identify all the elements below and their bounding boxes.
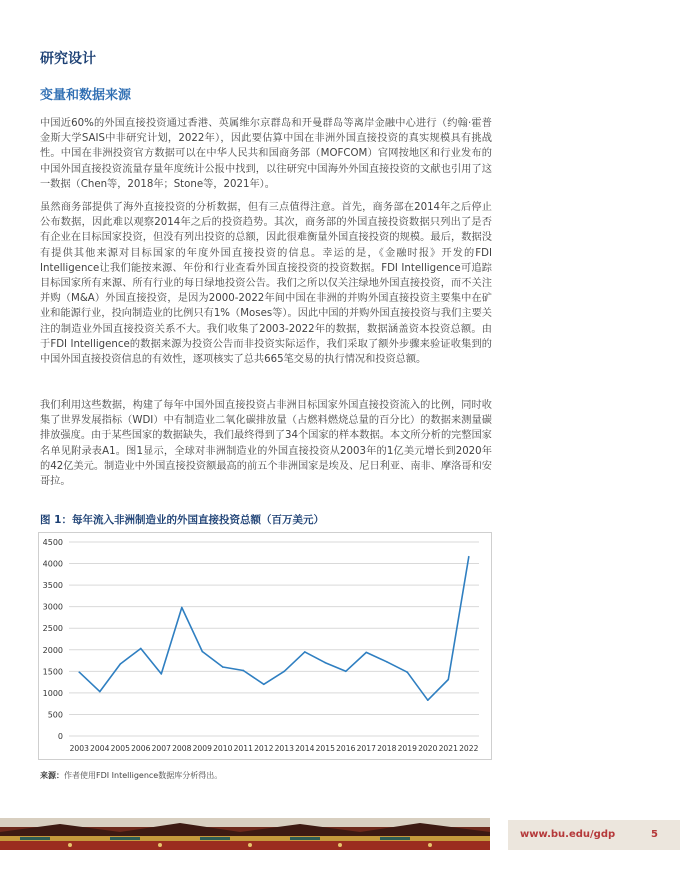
- x-tick-label: 2015: [315, 744, 335, 753]
- data-point: [345, 671, 347, 673]
- figure-source: [40, 770, 222, 781]
- x-tick-label: 2018: [377, 744, 397, 753]
- x-tick-label: 2007: [151, 744, 171, 753]
- data-point: [181, 607, 183, 609]
- data-point: [447, 679, 449, 681]
- paragraph-1: 中国近60%的外国直接投资通过香港、英属维尔京群岛和开曼群岛等离岸金融中心进行（约翰·霍普金斯大学SAIS中非研究计划，2022年），因此要估算中国在非洲外国直接投资的真实规模具有挑战性。中国在非洲投资官方数据可以在中华人民共和国商务部（MOFCOM）官网按地区和行业发布的中国外国直接投资流量存量年度统计公报中找到，以往研究中国海外外国直接投资的文献也引用了这一数据（Chen等，2018年；Stone等，2021年）。: [40, 118, 492, 190]
- x-tick-label: 2013: [274, 744, 294, 753]
- data-point: [160, 673, 162, 675]
- y-tick-label: 3000: [42, 602, 63, 612]
- y-tick-label: 4000: [42, 559, 63, 569]
- footer-url-link[interactable]: www.bu.edu/gdp: [520, 829, 616, 840]
- y-tick-label: 500: [47, 710, 63, 720]
- paragraph-2: 虽然商务部提供了海外直接投资的分析数据，但有三点值得注意。首先，商务部在2014年之后停止公布数据，因此难以观察2014年之后的投资趋势。其次，商务部的外国直接投资数据只列出了是否有企业在目标国家投资，但没有列出投资的总额，因此很难衡量外国直接投资的规模。最后，数据没有提供其他来源对目标国家的年度外国直接投资的信息。幸运的是，《金融时报》开发的FDI Intelligence让我们能按来源、年份和行业查看外国直接投资的投资数据。FDI Intelligence可追踪目标国家所有来源、所有行业的每日绿地投资公告。我们之所以仅关注绿地外国直接投资，而不关注并购（M&A）外国直接投资，是因为2000-2022年间中国在非洲的并购外国直接投资主要集中在矿业和能源行业，投向制造业的比例只有1%（Moses等）。因此中国的并购外国直接投资与我们主要关注的制造业外国直接投资关系不大。我们收集了2003-2022年的数据，数据涵盖资本投资总额。由于FDI Intelligence的数据来源为投资公告而非投资实际运作，我们采取了额外步骤来验证收集到的中国外国直接投资信息的有效性，逐项核实了总共665笔交易的执行情况和投资总额。: [40, 202, 492, 366]
- x-tick-label: 2014: [295, 744, 315, 753]
- temple-banner-graphic: [0, 818, 490, 850]
- section-title: 研究设计: [40, 51, 96, 67]
- x-tick-label: 2021: [438, 744, 458, 753]
- data-point: [242, 670, 244, 672]
- y-tick-label: 1000: [42, 688, 63, 698]
- y-tick-label: 2000: [42, 645, 63, 655]
- paragraph-3: 我们利用这些数据，构建了每年中国外国直接投资占非洲目标国家外国直接投资流入的比例，同时收集了世界发展指标（WDI）中有制造业二氧化碳排放量（占燃料燃烧总量的百分比）的数据来测量碳排放强度。由于某些国家的数据缺失，我们最终得到了34个国家的样本数据。本文所分析的完整国家名单见附录表A1。图1显示，全球对非洲制造业的外国直接投资从2003年的1亿美元增长到2020年的42亿美元。制造业中外国直接投资额最高的前五个非洲国家是埃及、尼日利亚、南非、摩洛哥和安哥拉。: [40, 400, 492, 488]
- data-point: [365, 652, 367, 654]
- data-point: [468, 556, 470, 558]
- data-point: [201, 651, 203, 653]
- x-tick-label: 2016: [336, 744, 356, 753]
- x-tick-label: 2004: [90, 744, 110, 753]
- x-tick-label: 2017: [356, 744, 376, 753]
- y-tick-label: 0: [57, 732, 63, 741]
- x-tick-label: 2010: [213, 744, 233, 753]
- data-point: [140, 648, 142, 650]
- y-tick-label: 3500: [42, 581, 63, 591]
- page-number: 5: [651, 829, 658, 840]
- x-tick-label: 2011: [233, 744, 253, 753]
- footer-temple-banner-image: [0, 818, 490, 850]
- y-tick-label: 4500: [42, 538, 63, 547]
- data-point: [99, 691, 101, 693]
- x-tick-label: 2003: [69, 744, 89, 753]
- data-point: [427, 699, 429, 701]
- data-point: [119, 663, 121, 665]
- x-tick-label: 2008: [172, 744, 192, 753]
- footer-panel: [508, 820, 680, 850]
- x-tick-label: 2019: [397, 744, 417, 753]
- chart-svg: [39, 533, 491, 759]
- y-tick-label: 1500: [42, 667, 63, 677]
- data-point: [406, 671, 408, 673]
- source-text: 作者使用FDI Intelligence数据库分析得出。: [64, 771, 223, 780]
- data-point: [386, 661, 388, 663]
- y-tick-label: 2500: [42, 624, 63, 634]
- source-label: 来源：: [40, 771, 64, 780]
- figure-title: 图 1：每年流入非洲制造业的外国直接投资总额（百万美元）: [40, 514, 324, 526]
- data-point: [263, 683, 265, 685]
- x-tick-label: 2005: [110, 744, 130, 753]
- data-point: [78, 671, 80, 673]
- subsection-title: 变量和数据来源: [40, 88, 132, 103]
- x-tick-label: 2020: [418, 744, 438, 753]
- data-point: [283, 671, 285, 673]
- x-tick-label: 2009: [192, 744, 212, 753]
- data-point: [222, 666, 224, 668]
- x-tick-label: 2006: [131, 744, 151, 753]
- data-point: [324, 662, 326, 664]
- x-tick-label: 2022: [459, 744, 479, 753]
- fdi-line-chart: [38, 532, 492, 760]
- x-tick-label: 2012: [254, 744, 274, 753]
- data-point: [304, 651, 306, 653]
